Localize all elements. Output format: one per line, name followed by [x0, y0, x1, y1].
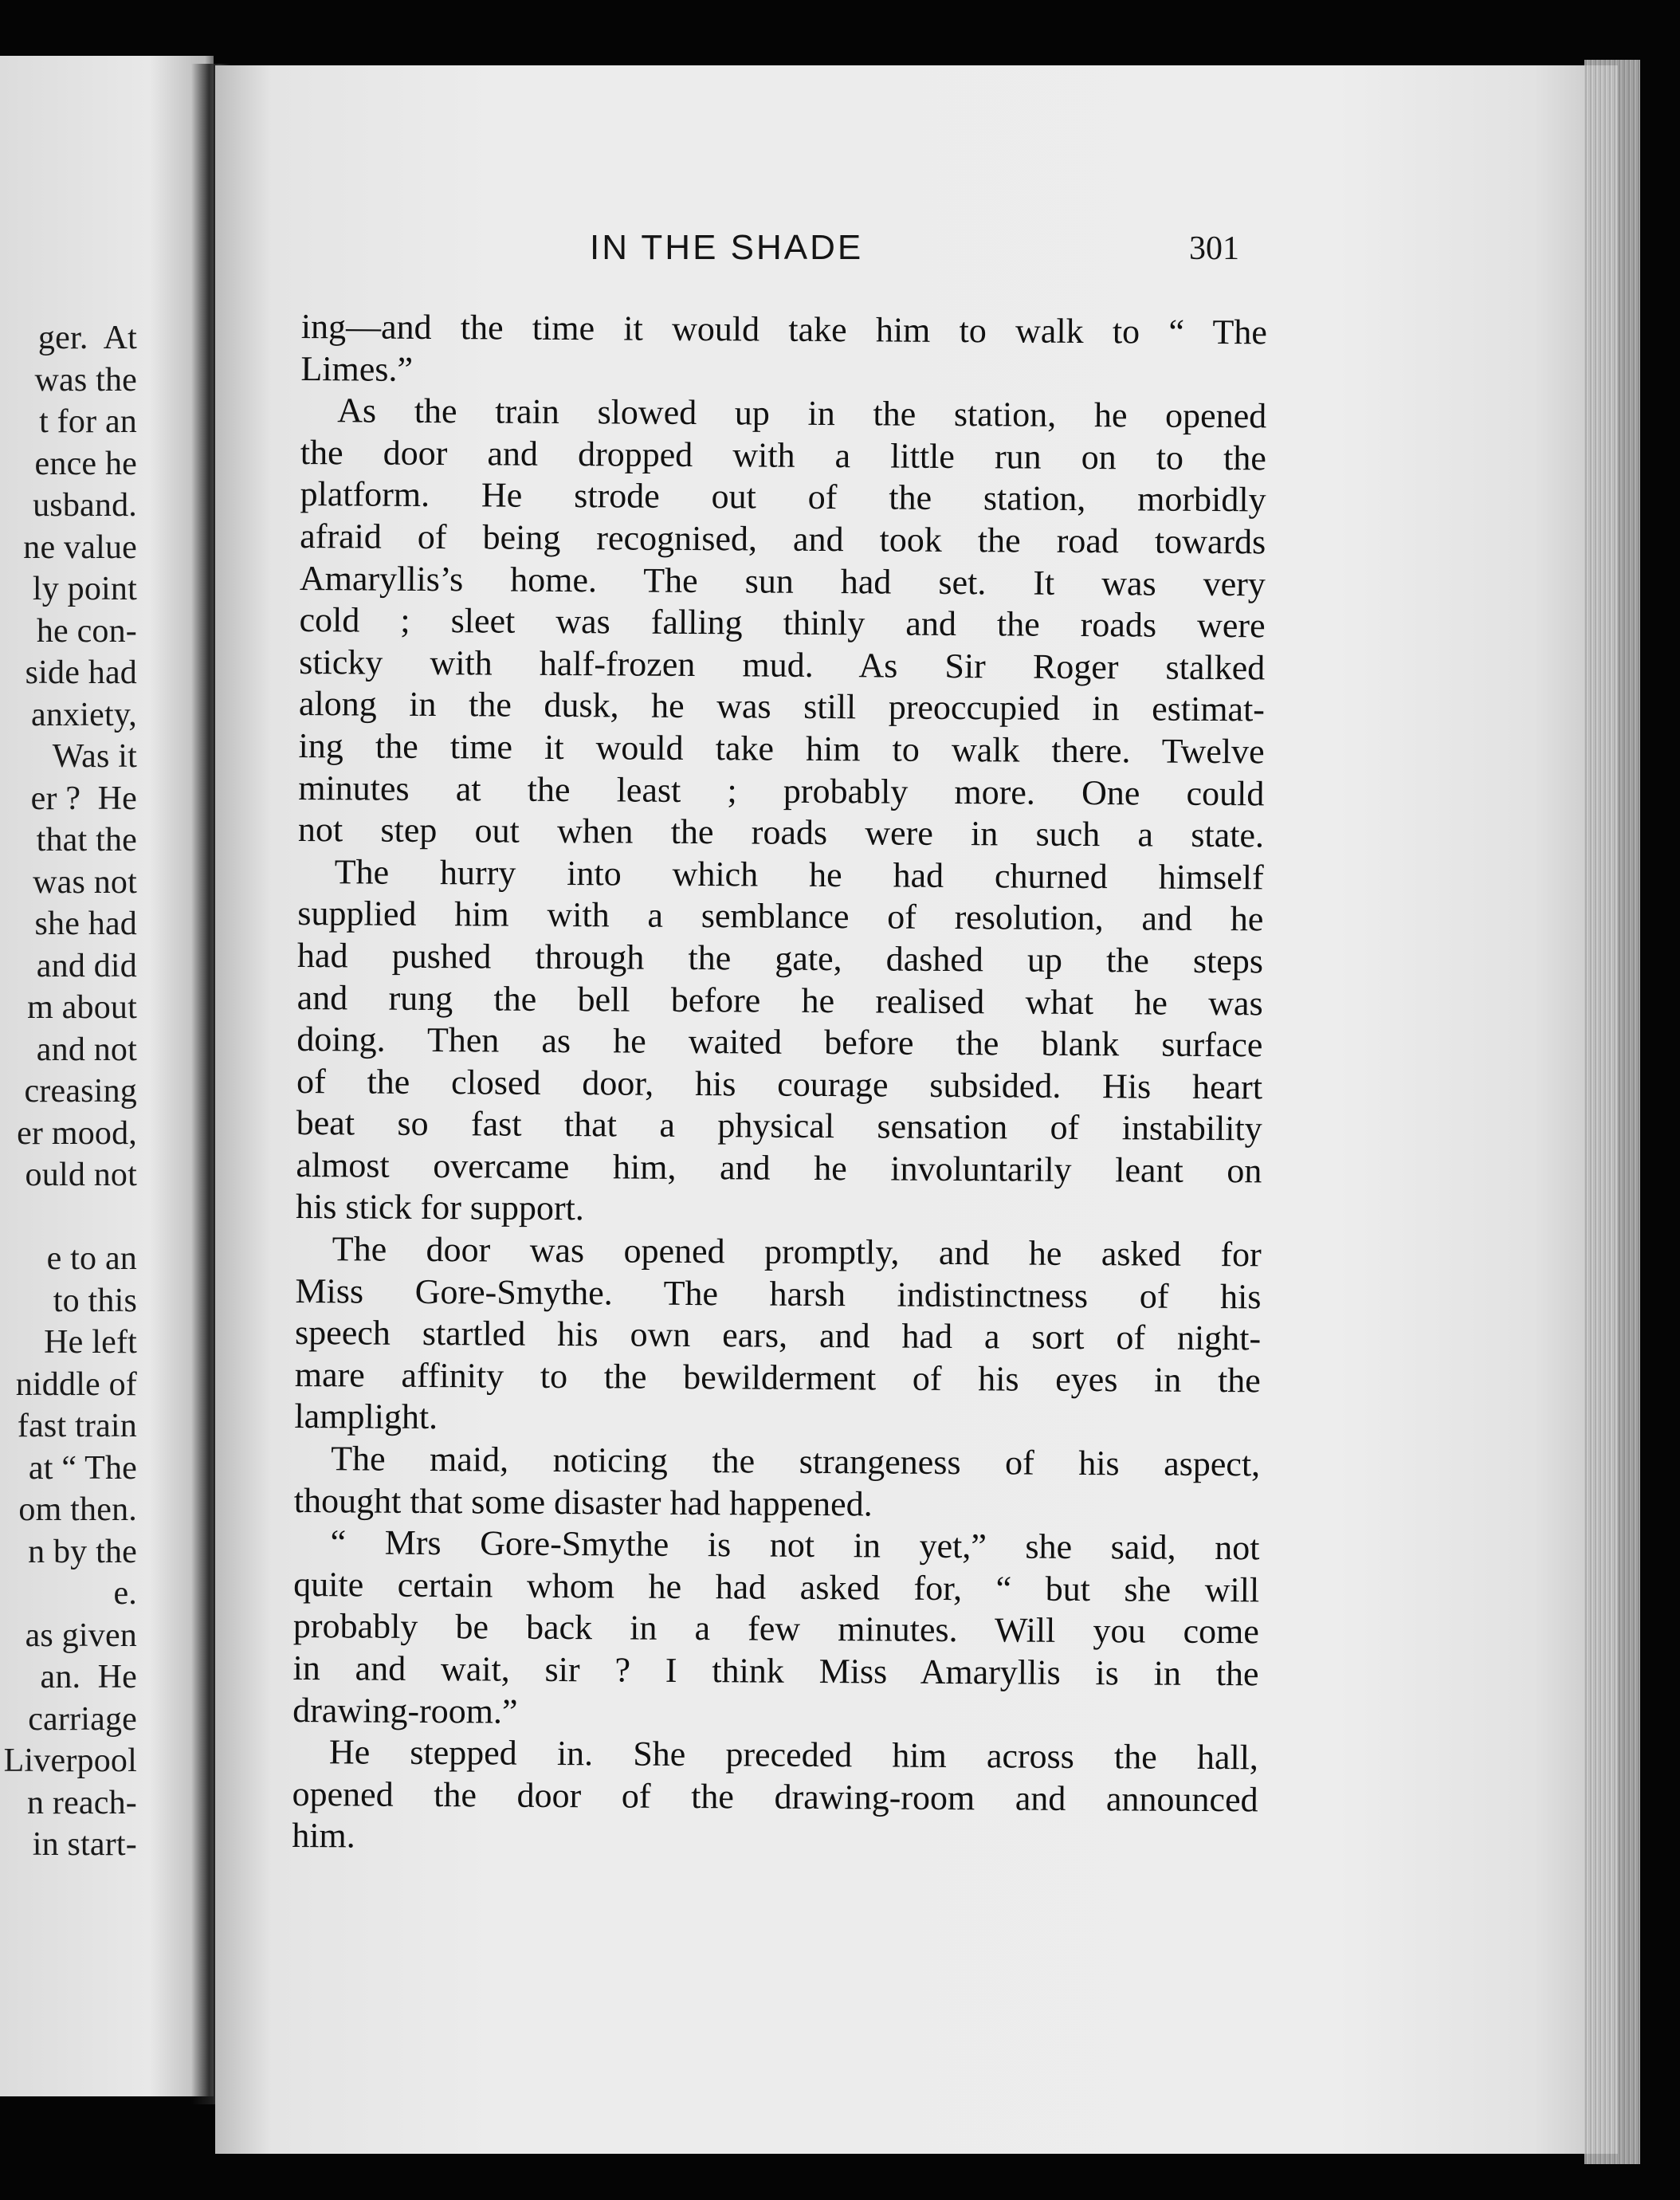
text-line: of the closed door, his courage subsided. His heart	[296, 1061, 1263, 1107]
previous-page-line: m about	[27, 989, 137, 1026]
previous-page-line: ence he	[34, 445, 137, 482]
text-line: speech startled his own ears, and had a sort of night-	[294, 1313, 1262, 1358]
previous-page-line: carriage	[28, 1700, 137, 1738]
page-number: 301	[1189, 230, 1239, 267]
text-line: drawing-room.”	[292, 1690, 518, 1731]
text-line: beat so fast that a physical sensation of instability	[296, 1103, 1262, 1149]
previous-page-text	[0, 317, 137, 1866]
previous-page-line: Liverpool	[3, 1742, 137, 1779]
previous-page-line: t for an	[39, 403, 137, 440]
text-line: Amaryllis’s home. The sun had set. It was very	[299, 558, 1266, 603]
previous-page-line: and not	[36, 1031, 137, 1068]
previous-page-line: an. He	[40, 1659, 137, 1695]
previous-page-line: creasing	[24, 1073, 137, 1110]
text-line: him.	[292, 1816, 355, 1856]
previous-page-line: that the	[36, 822, 137, 858]
text-line: The door was opened promptly, and he asked for	[332, 1229, 1262, 1275]
previous-page-line: fast train	[17, 1408, 137, 1444]
text-line: the door and dropped with a little run on to the	[300, 432, 1267, 478]
text-line: cold ; sleet was falling thinly and the roads were	[299, 600, 1266, 646]
text-line: platform. He strode out of the station, morbidly	[300, 474, 1266, 520]
previous-page-line: ne value	[23, 528, 137, 566]
previous-page-line: niddle of	[15, 1365, 137, 1403]
text-line: not step out when the roads were in such a state.	[297, 810, 1265, 855]
text-line: probably be back in a few minutes. Will you come	[292, 1606, 1260, 1652]
previous-page-line: side had	[25, 654, 137, 691]
text-line: Miss Gore-Smythe. The harsh indistinctness of his	[295, 1271, 1262, 1317]
text-line: He stepped in. She preceded him across the hall,	[328, 1732, 1259, 1778]
text-line: ing—and the time it would take him to walk to “ The	[300, 306, 1267, 352]
text-line: his stick for support.	[295, 1187, 585, 1228]
previous-page-line: ould not	[25, 1157, 137, 1193]
text-line: thought that some disaster had happened.	[293, 1480, 873, 1524]
text-line: in and wait, sir ? I think Miss Amaryllis is in the	[292, 1648, 1259, 1694]
text-line: doing. Then as he waited before the blank surface	[296, 1019, 1263, 1065]
previous-page-line: He left	[44, 1324, 137, 1361]
text-line: minutes at the least ; probably more. One could	[298, 768, 1265, 813]
previous-page-line: er ? He	[30, 780, 137, 817]
text-line: opened the door of the drawing-room and announced	[292, 1774, 1258, 1820]
text-line: mare affinity to the bewilderment of his eyes in the	[294, 1354, 1261, 1401]
previous-page-line: n reach-	[27, 1784, 137, 1821]
previous-page-line: usband.	[33, 487, 137, 524]
text-line: almost overcame him, and he involuntarily leant on	[296, 1145, 1262, 1191]
page-edges	[1584, 60, 1640, 2164]
body-text	[292, 306, 1267, 1863]
text-line: sticky with half-frozen mud. As Sir Roger stalked	[299, 642, 1266, 688]
text-line: had pushed through the gate, dashed up the steps	[296, 935, 1264, 981]
previous-page-line: er mood,	[17, 1114, 137, 1152]
previous-page-line: was the	[34, 361, 137, 399]
previous-page-line: anxiety,	[31, 696, 137, 733]
previous-page	[0, 56, 214, 2096]
previous-page-line: om then.	[18, 1491, 137, 1528]
previous-page-line: to this	[53, 1282, 137, 1319]
previous-page-line: was not	[33, 863, 137, 901]
previous-page-line: e.	[113, 1575, 137, 1612]
text-line: “ Mrs Gore-Smythe is not in yet,” she said, not	[330, 1522, 1260, 1568]
text-line: supplied him with a semblance of resolution, and he	[297, 894, 1264, 939]
previous-page-line: and did	[36, 947, 137, 984]
text-line: along in the dusk, he was still preoccupied in estimat-	[298, 684, 1266, 729]
text-line: The hurry into which he had churned himself	[334, 851, 1264, 898]
previous-page-line: in start-	[32, 1826, 137, 1863]
text-line: Limes.”	[300, 348, 414, 389]
previous-page-line	[0, 1196, 137, 1239]
text-line: ing the time it would take him to walk there. Twelve	[298, 725, 1265, 772]
previous-page-line: n by the	[28, 1533, 137, 1570]
previous-page-line: Was it	[52, 738, 137, 775]
text-line: The maid, noticing the strangeness of his aspect,	[331, 1439, 1261, 1484]
previous-page-line: at “ The	[28, 1449, 137, 1487]
previous-page-line: he con-	[36, 612, 137, 650]
previous-page-line: as given	[25, 1617, 137, 1654]
text-line: lamplight.	[294, 1397, 438, 1437]
running-head: IN THE SHADE	[590, 228, 864, 267]
previous-page-line: ly point	[32, 571, 137, 607]
text-line: As the train slowed up in the station, he opened	[337, 391, 1267, 436]
previous-page-line: ger. At	[37, 320, 137, 356]
text-line: quite certain whom he had asked for, “ but she will	[293, 1564, 1260, 1610]
text-line: and rung the bell before he realised what he was	[296, 977, 1263, 1023]
previous-page-line: she had	[34, 906, 137, 942]
previous-page-line: e to an	[46, 1240, 137, 1277]
text-line: afraid of being recognised, and took the road towards	[300, 516, 1266, 562]
